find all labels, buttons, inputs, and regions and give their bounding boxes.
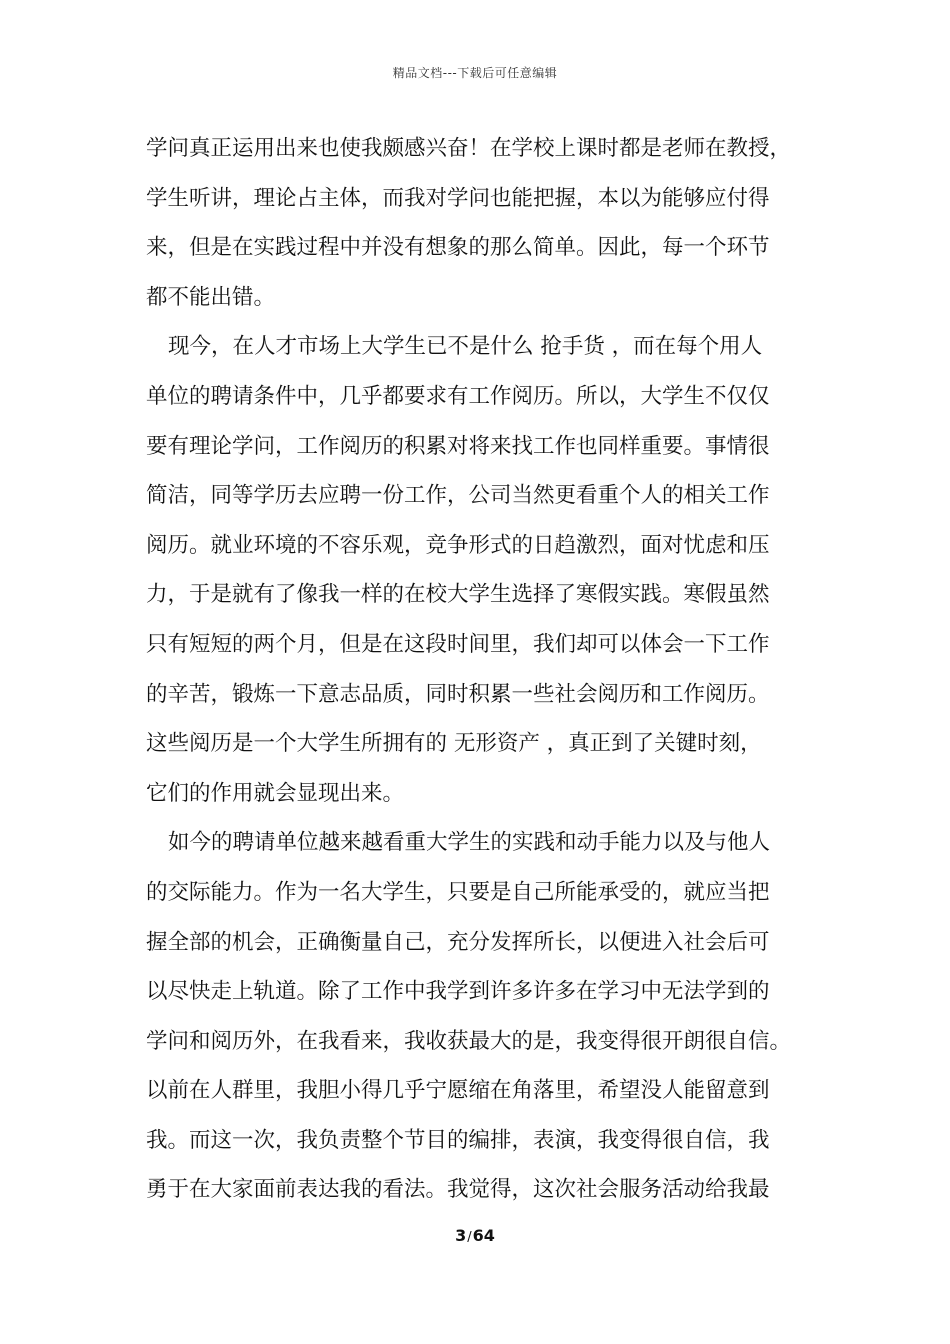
page-separator: /	[467, 1230, 472, 1245]
text-line: 的辛苦，锻炼一下意志品质，同时积累一些社会阅历和工作阅历。	[146, 681, 770, 707]
current-page: 3	[455, 1226, 467, 1245]
text-line: 简洁，同等学历去应聘一份工作，公司当然更看重个人的相关工作	[146, 483, 770, 509]
text-line: 以尽快走上轨道。除了工作中我学到许多许多在学习中无法学到的	[146, 979, 770, 1005]
paragraph-first-line: 如今的聘请单位越来越看重大学生的实践和动手能力以及与他人	[168, 830, 771, 856]
document-body	[146, 124, 812, 1215]
text-line: 这些阅历是一个大学生所拥有的 无形资产 ，真正到了关键时刻，	[146, 731, 762, 757]
page-header: 精品文档---下载后可任意编辑	[392, 66, 558, 80]
page-number	[0, 1226, 950, 1245]
text-line: 学问和阅历外，在我看来，我收获最大的是，我变得很开朗很自信。	[146, 1028, 792, 1054]
total-pages: 64	[472, 1226, 495, 1245]
text-line: 力，于是就有了像我一样的在校大学生选择了寒假实践。寒假虽然	[146, 582, 770, 608]
text-line: 只有短短的两个月，但是在这段时间里，我们却可以体会一下工作	[146, 631, 770, 657]
text-line: 都不能出错。	[146, 284, 276, 310]
text-line: 的交际能力。作为一名大学生，只要是自己所能承受的，就应当把	[146, 879, 770, 905]
text-line: 单位的聘请条件中，几乎都要求有工作阅历。所以，大学生不仅仅	[146, 383, 770, 409]
text-line: 来，但是在实践过程中并没有想象的那么简单。因此，每一个环节	[146, 235, 770, 261]
text-line: 学生听讲，理论占主体，而我对学问也能把握，本以为能够应付得	[146, 185, 770, 211]
text-line: 阅历。就业环境的不容乐观，竞争形式的日趋激烈，面对忧虑和压	[146, 532, 770, 558]
text-line: 握全部的机会，正确衡量自己，充分发挥所长，以便进入社会后可	[146, 929, 770, 955]
text-line: 学问真正运用出来也使我颇感兴奋！在学校上课时都是老师在教授，	[146, 136, 792, 161]
text-line: 以前在人群里，我胆小得几乎宁愿缩在角落里，希望没人能留意到	[146, 1078, 770, 1104]
text-line: 勇于在大家面前表达我的看法。我觉得，这次社会服务活动给我最	[146, 1177, 770, 1203]
text-line: 我。而这一次，我负责整个节目的编排，表演，我变得很自信，我	[146, 1127, 770, 1153]
text-line: 要有理论学问，工作阅历的积累对将来找工作也同样重要。事情很	[146, 433, 770, 459]
text-line: 它们的作用就会显现出来。	[146, 780, 405, 806]
paragraph-first-line: 现今，在人才市场上大学生已不是什么 抢手货 ，而在每个用人	[168, 334, 763, 360]
